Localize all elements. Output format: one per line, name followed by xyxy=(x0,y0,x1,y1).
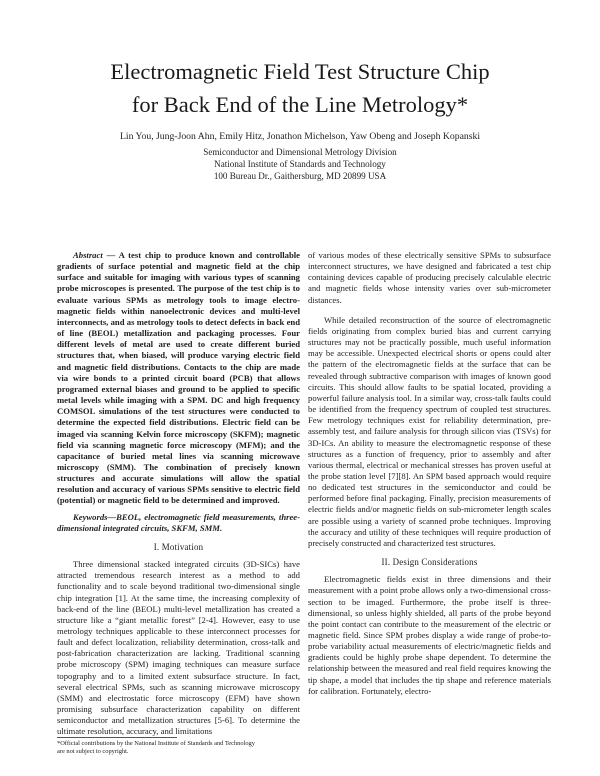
paper-title-line-2: for Back End of the Line Metrology* xyxy=(131,92,469,117)
affiliation-division: Semiconductor and Dimensional Metrology Division xyxy=(203,147,397,157)
keywords-text: BEOL, electromagnetic field measurements, three-dimensional integrated circuits, SKFM, SMM. xyxy=(57,511,300,533)
footnote-line-1: *Official contributions by the National Institute of Standards and Technology xyxy=(57,740,255,747)
section-heading-motivation: I. Motivation xyxy=(153,541,204,552)
right-column xyxy=(308,250,551,697)
left-column xyxy=(57,250,300,738)
section-heading-design: II. Design Considerations xyxy=(381,557,478,568)
abstract-dash: — xyxy=(102,250,119,260)
paper-title-line-1: Electromagnetic Field Test Structure Chip xyxy=(110,59,490,84)
footnote-rule xyxy=(57,737,177,738)
body-paragraph-4: Electromagnetic fields exist in three dimensions and their measurement with a point probe allows only a two-dimensional cross-section to be imaged. Furthermore, the probe itself is three-dimensional, so unless highly shielded, all parts of the probe beyond the point contact can contribute to the measurement of the electric or magnetic field. Since SPM probes display a wide range of probe-to-probe variability actual measurements of electric/magnetic fields and gradients could be highly probe shape dependent. To determine the relationship between the measured and real field requires knowing the tip shape, a model that includes the tip shape and reference materials for calibration. Fortunately, electro- xyxy=(308,574,551,696)
body-paragraph-3: While detailed reconstruction of the source of electromagnetic fields originating from complex buried bias and current carrying structures may not be practically possible, much useful information may be accessible. Unexpected electrical shorts or opens could alter the pattern of the electromagnetic fields at the surface that can be revealed through subtractive comparison with images of known good circuits. This should allow faults to be spatial located, providing a powerful failure analysis tool. In a similar way, cross-talk faults could be identified from the frequency spectrum of coupled test structures. Few metrology techniques exist for reliability determination, pre-assembly test, and failure analysis for through silicon vias (TSVs) for 3D-ICs. An ability to measure the electromagnetic response of these structures as a function of frequency, prior to assembly and after various thermal, electrical or mechanical stresses has proven useful at the probe station level [7][8]. An SPM based approach would require no dedicated test structures in the semiconductor and could be performed before final packaging. Finally, precision measurements of electric fields and/or magnetic fields on sub-micrometer length scales are possible using a variety of scanned probe techniques. Improving the accuracy and utility of these techniques will require production of precisely constructed and characterized test structures. xyxy=(308,314,551,548)
keywords-paragraph: Keywords—BEOL, electromagnetic field measurements, three-dimensional integrated circuits, SKFM, SMM. xyxy=(57,511,300,533)
body-paragraph-1: Three dimensional stacked integrated circuits (3D-SICs) have attracted tremendous research interest as a method to add functionality and to scale beyond traditional two-dimensional single chip integration [1]. At the same time, the increasing complexity of back-end of the line (BEOL) multi-level metallization has created a structure like a “giant metallic forest” [2-4]. However, easy to use metrology techniques applicable to these interconnect processes for fault and defect localization, reliability determination, cross-talk and post-fabrication characterization are lacking. Traditional scanning probe microscopy (SPM) imaging techniques can measure surface topography and to a limited extent subsurface structure. In fact, several electrical SPMs, such as scanning microwave microscopy (SMM) and electrostatic force microscopy (EFM) have shown promising subsurface characterization capability on different semiconductor and metallization structures [5-6]. To determine the ultimate resolution, accuracy, and limitations xyxy=(57,559,300,737)
abstract-paragraph xyxy=(57,250,300,507)
affiliation-address: 100 Bureau Dr., Gaithersburg, MD 20899 USA xyxy=(213,171,387,181)
abstract-text: A test chip to produce known and controllable gradients of surface potential and magnetic field at the chip surface and suitable for imaging with various types of scanning probe microscopes is presented. The purpose of the test chip is to evaluate various SPMs as metrology tools to image electro-magnetic fields within nanoelectronic devices and multi-level interconnects, and as metrology tools to detect defects in back end of line (BEOL) metallization and packaging processes. Four different levels of metal are used to create different buried structures that, when biased, will produce varying electric field and magnetic field distributions. Contacts to the chip are made via wire bonds to a printed circuit board (PCB) that allows programed external biases and ground to be applied to specific metal levels while imaging with a SPM. DC and high frequency COMSOL simulations of the test structures were conducted to determine the expected field distributions. Electric field can be imaged via scanning Kelvin force microscopy (SKFM); magnetic field via scanning magnetic force microscopy (MFM); and the capacitance of buried metal lines via scanning microwave microscopy (SMM). The combination of precisely known structures and accurate simulations will allow the spatial resolution and accuracy of various SPMs sensitive to electric field (potential) or magnetic field to be determined and improved. xyxy=(57,250,300,506)
body-paragraph-2: of various modes of these electrically sensitive SPMs to subsurface interconnect structures, we have designed and fabricated a test chip containing devices capable of producing precisely calculable electric and magnetic fields whose intensity varies over sub-micrometer distances. xyxy=(308,250,551,305)
keywords-label: Keywords xyxy=(73,511,108,522)
author-list: Lin You, Jung-Joon Ahn, Emily Hitz, Jonathon Michelson, Yaw Obeng and Joseph Kopanski xyxy=(119,131,481,142)
abstract-label: Abstract xyxy=(73,250,103,260)
affiliation-institute: National Institute of Standards and Technology xyxy=(214,159,386,169)
footnote-line-2: are not subject to copyright. xyxy=(57,748,129,756)
footnote xyxy=(57,740,307,756)
